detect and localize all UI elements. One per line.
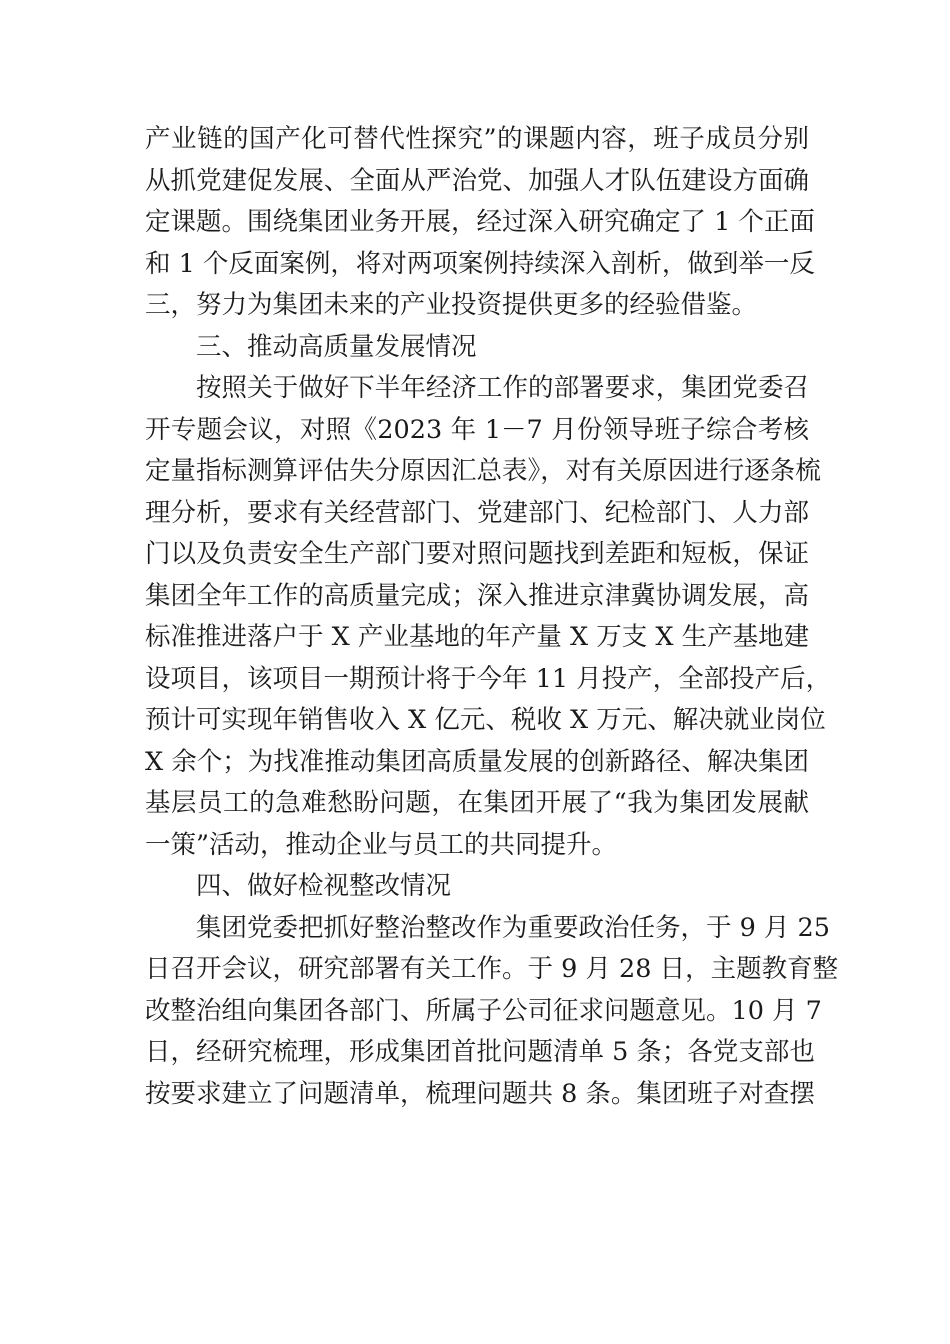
paragraph-line: 开专题会议，对照《2023 年 1－7 月份领导班子综合考核 bbox=[145, 414, 809, 445]
paragraph-line: 从抓党建促发展、全面从严治党、加强人才队伍建设方面确 bbox=[145, 165, 809, 196]
paragraph-line: 集团党委把抓好整治整改作为重要政治任务，于 9 月 25 bbox=[196, 912, 830, 943]
paragraph-line: 日，经研究梳理，形成集团首批问题清单 5 条；各党支部也 bbox=[145, 1037, 815, 1067]
paragraph-line: 定量指标测算评估失分原因汇总表》，对有关原因进行逐条梳 bbox=[145, 456, 821, 486]
paragraph-line: 产业链的国产化可替代性探究”的课题内容，班子成员分别 bbox=[145, 124, 809, 154]
paragraph-line: 改整治组向集团各部门、所属子公司征求问题意见。10 月 7 bbox=[145, 995, 822, 1026]
paragraph-line: 一策”活动，推动企业与员工的共同提升。 bbox=[145, 829, 618, 860]
paragraph-line: 按要求建立了问题清单，梳理问题共 8 条。集团班子对查摆 bbox=[145, 1078, 815, 1109]
section-heading-4: 四、做好检视整改情况 bbox=[196, 871, 452, 901]
paragraph-line: 预计可实现年销售收入 X 亿元、税收 X 万元、解决就业岗位 bbox=[145, 705, 826, 735]
section-heading-3: 三、推动高质量发展情况 bbox=[196, 331, 477, 362]
paragraph-line: 门以及负责安全生产部门要对照问题找到差距和短板，保证 bbox=[145, 539, 809, 569]
paragraph-line: 标准推进落户于 X 产业基地的年产量 X 万支 X 生产基地建 bbox=[145, 622, 810, 652]
paragraph-line: 集团全年工作的高质量完成；深入推进京津冀协调发展，高 bbox=[145, 580, 809, 611]
paragraph-line: 基层员工的急难愁盼问题，在集团开展了“我为集团发展献 bbox=[145, 788, 809, 818]
document-body bbox=[145, 119, 839, 1115]
paragraph-line: 日召开会议，研究部署有关工作。于 9 月 28 日，主题教育整 bbox=[145, 954, 839, 984]
paragraph-line: 定课题。围绕集团业务开展，经过深入研究确定了 1 个正面 bbox=[145, 207, 815, 237]
paragraph-line: 理分析，要求有关经营部门、党建部门、纪检部门、人力部 bbox=[145, 497, 809, 528]
paragraph-line: X 余个；为找准推动集团高质量发展的创新路径、解决集团 bbox=[145, 746, 809, 777]
paragraph-line: 设项目，该项目一期预计将于今年 11 月投产，全部投产后， bbox=[145, 663, 832, 694]
paragraph-line: 和 1 个反面案例，将对两项案例持续深入剖析，做到举一反 bbox=[145, 248, 815, 279]
paragraph-line: 按照关于做好下半年经济工作的部署要求，集团党委召 bbox=[196, 373, 809, 403]
paragraph-line: 三，努力为集团未来的产业投资提供更多的经验借鉴。 bbox=[145, 290, 758, 320]
